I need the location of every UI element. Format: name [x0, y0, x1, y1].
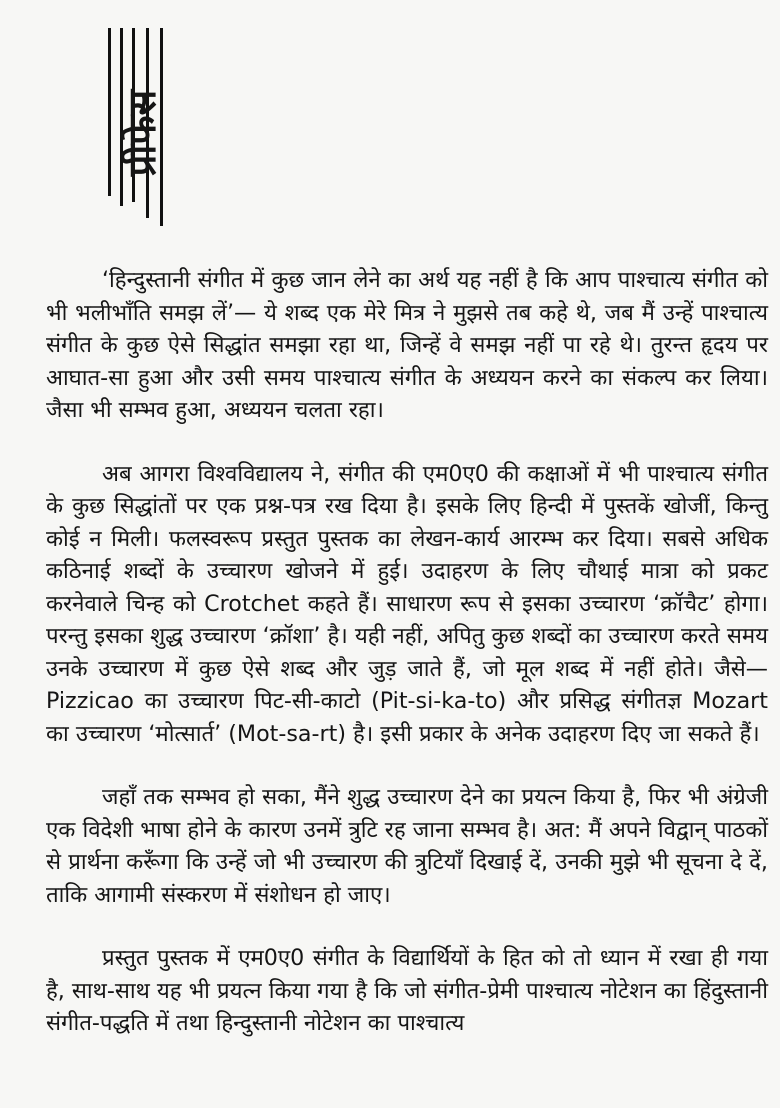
paragraph-3: जहाँ तक सम्भव हो सका, मैंने शुद्ध उच्चारण देने का प्रयत्न किया है, फिर भी अंग्रेजी एक विदेशी भाषा होने के कारण उनमें त्रुटि रह जाना सम्भव है। अत: मैं अपने विद्वान् पाठकों से प्रार्थना करूँगा कि उन्हें जो भी उच्चारण की त्रुटियाँ दिखाई दें, उनकी मुझे भी सूचना दे दें, ताकि आगामी संस्करण में संशोधन हो जाए।: [46, 784, 768, 908]
page-title: प्रीफेस: [120, 89, 165, 177]
paragraph-2: अब आगरा विश्वविद्यालय ने, संगीत की एम0ए0 की कक्षाओं में भी पाश्चात्य संगीत के कुछ सिद्धांतों पर एक प्रश्न-पत्र रख दिया है। इसके लिए हिन्दी में पुस्तकें खोजीं, किन्तु कोई न मिली। फलस्वरूप प्रस्तुत पुस्तक का लेखन-कार्य आरम्भ कर दिया। सबसे अधिक कठिनाई शब्दों के उच्चारण खोजने में हुई। उदाहरण के लिए चौथाई मात्रा को प्रकट करनेवाले चिन्ह को Crotchet कहते हैं। साधारण रूप से इसका उच्चारण ‘क्रॉचैट’ होगा। परन्तु इसका शुद्ध उच्चारण ‘क्रॉशा’ है। यही नहीं, अपितु कुछ शब्दों का उच्चारण करते समय उनके उच्चारण में कुछ ऐसे शब्द और जुड़ जाते हैं, जो मूल शब्द में नहीं होते। जैसे—Pizzicao का उच्चारण पिट-सी-काटो (Pit-si-ka-to) और प्रसिद्ध संगीतज्ञ Mozart का उच्चारण ‘मोत्सार्त’ (Mot-sa-rt) है। इसी प्रकार के अनेक उदाहरण दिए जा सकते हैं।: [46, 460, 768, 747]
paragraph-1: ‘हिन्दुस्तानी संगीत में कुछ जान लेने का अर्थ यह नहीं है कि आप पाश्चात्य संगीत को भी भलीभाँति समझ लें’— ये शब्द एक मेरे मित्र ने मुझसे तब कहे थे, जब मैं उन्हें पाश्चात्य संगीत के कुछ ऐसे सिद्धांत समझा रहा था, जिन्हें वे समझ नहीं पा रहे थे। तुरन्त हृदय पर आघात-सा हुआ और उसी समय पाश्चात्य संगीत के अध्ययन करने का संकल्प कर लिया। जैसा भी सम्भव हुआ, अध्ययन चलता रहा।: [46, 267, 768, 423]
staff-line-1: [108, 28, 111, 196]
preface-body: [46, 264, 768, 1040]
page-header: [100, 18, 190, 238]
title-block: [118, 58, 164, 208]
paragraph-4: प्रस्तुत पुस्तक में एम0ए0 संगीत के विद्यार्थियों के हित को तो ध्यान में रखा ही गया है, साथ-साथ यह भी प्रयत्न किया गया है कि जो संगीत-प्रेमी पाश्चात्य नोटेशन का हिंदुस्तानी संगीत-पद्धति में तथा हिन्दुस्तानी नोटेशन का पाश्चात्य: [46, 945, 768, 1036]
